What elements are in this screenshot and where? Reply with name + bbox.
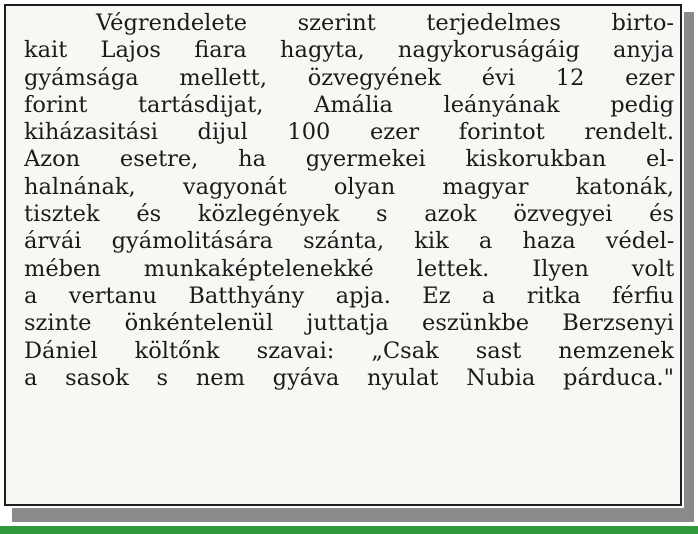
frame-shadow-right [684, 12, 694, 522]
text-line-7: halnának, vagyonát olyan magyar katonák, [24, 173, 674, 200]
green-border-stripe [0, 526, 698, 534]
text-line-6: Azon esetre, ha gyermekei kiskorukban el- [24, 146, 675, 173]
frame-shadow-bottom [12, 508, 694, 522]
clipping-text [24, 10, 674, 392]
text-line-5: kiházasitási dijul 100 ezer forintot rendelt. [24, 119, 674, 146]
text-line-2: kait Lajos fiara hagyta, nagykoruságáig anyja [24, 37, 674, 64]
text-line-12: szinte önkéntelenül juttatja eszünkbe Berzsenyi [24, 310, 674, 337]
text-line-11: a vertanu Batthyány apja. Ez a ritka férfiu [24, 282, 674, 309]
text-line-14: a sasok s nem gyáva nyulat Nubia párduca." [24, 364, 675, 391]
text-line-8: tisztek és közlegények s azok özvegyei és [24, 201, 674, 228]
text-line-9: árvái gyámolitására szánta, kik a haza védel- [24, 228, 675, 255]
text-line-10: mében munkaképtelenekké lettek. Ilyen volt [24, 255, 675, 282]
text-line-13: Dániel költőnk szavai: „Csak sast nemzenek [24, 337, 674, 364]
text-line-1: Végrendelete szerint terjedelmes birto- [96, 10, 674, 36]
text-line-3: gyámsága mellett, özvegyének évi 12 ezer [24, 64, 675, 91]
text-line-4: forint tartásdijat, Amália leányának pedig [24, 91, 674, 118]
newspaper-clipping [4, 4, 682, 506]
